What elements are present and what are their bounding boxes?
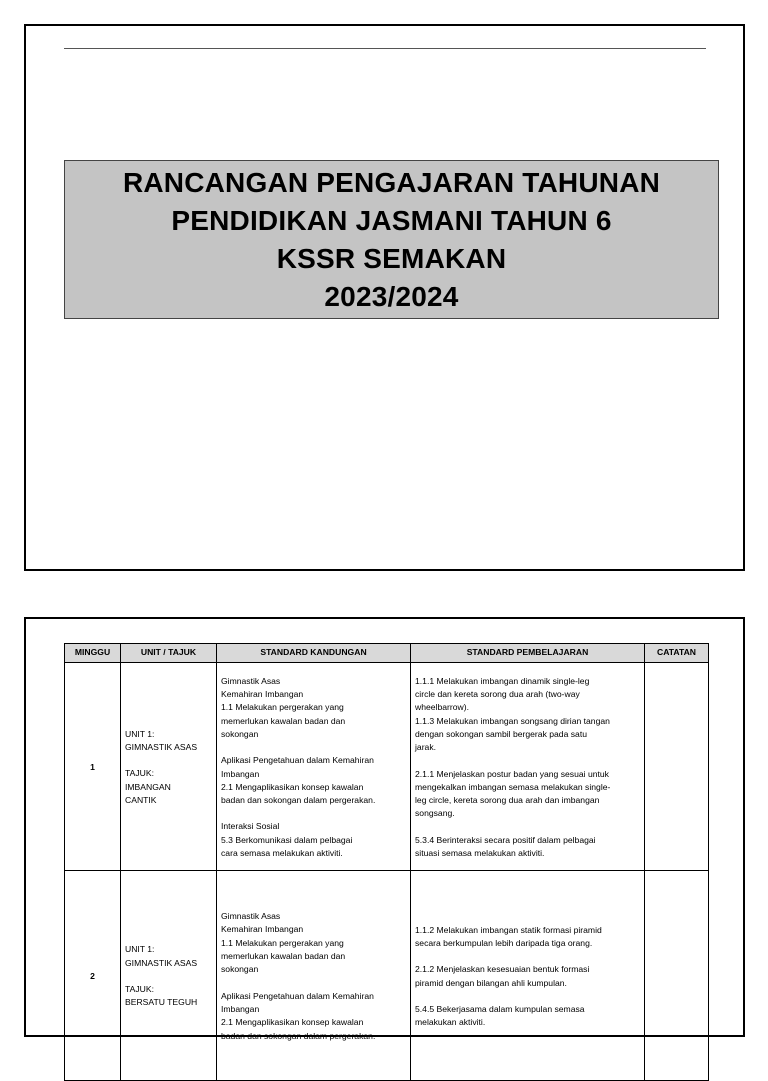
header-catatan: CATATAN <box>645 644 709 663</box>
header-standard-kandungan: STANDARD KANDUNGAN <box>217 644 411 663</box>
unit-label: UNIT 1: GIMNASTIK ASAS <box>125 944 198 968</box>
content-standard-block: Gimnastik Asas Kemahiran Imbangan 1.1 Melakukan pergerakan yang memerlukan kawalan badan dan sokongan <box>221 675 346 739</box>
lesson-plan-page <box>24 617 745 1041</box>
unit-cell <box>121 663 217 871</box>
learning-standard-block: 2.1.2 Menjelaskan kesesuaian bentuk formasi piramid dengan bilangan ahli kumpulan. <box>415 964 590 988</box>
content-standard-cell <box>217 871 411 1081</box>
cover-page <box>24 24 745 571</box>
learning-standard-block: 5.4.5 Bekerjasama dalam kumpulan semasa melakukan aktiviti. <box>415 1003 585 1028</box>
header-unit-tajuk: UNIT / TAJUK <box>121 644 217 663</box>
learning-standard-cell <box>411 663 645 871</box>
unit-cell <box>121 871 217 1081</box>
learning-standard-block: 1.1.2 Melakukan imbangan statik formasi piramid secara berkumpulan lebih daripada tiga orang. <box>415 924 602 948</box>
title-line-3: KSSR SEMAKAN <box>276 242 507 274</box>
learning-standard-cell <box>411 871 645 1081</box>
content-standard-block: Aplikasi Pengetahuan dalam Kemahiran Imbangan 2.1 Mengaplikasikan konsep kawalan badan dan sokongan dalam pergerakan. <box>221 755 376 806</box>
content-standard-block: Aplikasi Pengetahuan dalam Kemahiran Imbangan 2.1 Mengaplikasikan konsep kawalan badan dan sokongan dalam pergerakan. <box>221 990 376 1041</box>
table-row <box>65 663 709 871</box>
title-line-1: RANCANGAN PENGAJARAN TAHUNAN <box>122 166 661 198</box>
content-standard-cell <box>217 663 411 871</box>
learning-standard-block: 2.1.1 Menjelaskan postur badan yang sesuai untuk mengekalkan imbangan semasa melakukan single- leg circle, kereta sorong dua arah dan imbangan songsang. <box>415 768 611 819</box>
learning-standard-block: 1.1.1 Melakukan imbangan dinamik single-leg circle dan kereta sorong dua arah (two-way wheelbarrow). 1.1.3 Melakukan imbangan songsang dirian tangan dengan sokongan sambil bergerak pada satu jarak. <box>415 675 610 753</box>
header-rule <box>64 48 706 49</box>
content-standard-block: Interaksi Sosial 5.3 Berkomunikasi dalam pelbagai cara semasa melakukan aktiviti. <box>221 821 353 858</box>
learning-standard-block: 5.3.4 Berinteraksi secara positif dalam pelbagai situasi semasa melakukan aktiviti. <box>415 834 596 858</box>
unit-label: UNIT 1: GIMNASTIK ASAS <box>125 728 198 753</box>
table-header-row <box>65 644 709 663</box>
remarks-cell <box>645 871 709 1081</box>
header-standard-pembelajaran: STANDARD PEMBELAJARAN <box>411 644 645 663</box>
title-line-4: 2023/2024 <box>324 280 459 312</box>
header-minggu: MINGGU <box>65 644 121 663</box>
title-box <box>64 160 719 319</box>
week-cell: 2 <box>65 871 121 1081</box>
title-line-2: PENDIDIKAN JASMANI TAHUN 6 <box>171 204 612 236</box>
remarks-cell <box>645 663 709 871</box>
topic-label: TAJUK: BERSATU TEGUH <box>125 984 198 1008</box>
lesson-plan-table <box>64 643 709 1081</box>
table-row <box>65 871 709 1081</box>
content-standard-block: Gimnastik Asas Kemahiran Imbangan 1.1 Melakukan pergerakan yang memerlukan kawalan badan dan sokongan <box>221 911 346 975</box>
topic-label: TAJUK: IMBANGAN CANTIK <box>125 768 171 805</box>
week-cell: 1 <box>65 663 121 871</box>
